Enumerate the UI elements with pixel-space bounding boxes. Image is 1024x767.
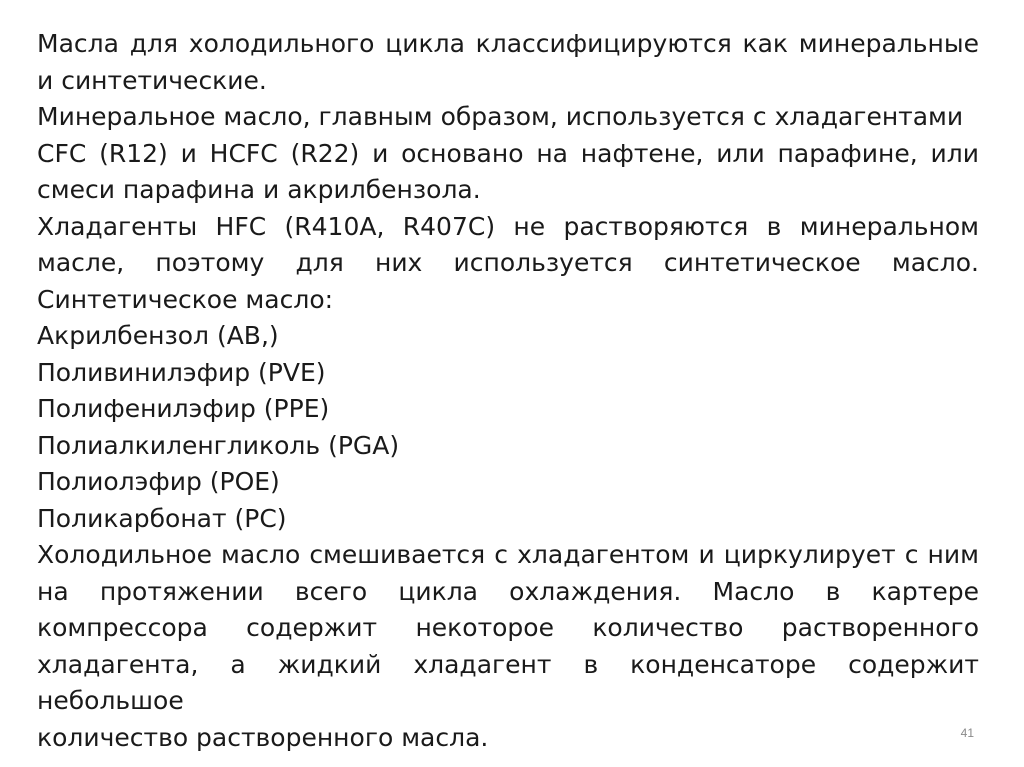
page-number: 41: [960, 726, 974, 740]
text-line: количество растворенного масла.: [37, 722, 489, 752]
text-line: компрессора содержит некоторое количество растворенного: [37, 613, 979, 642]
paragraph-hfc-refrigerants: [37, 209, 979, 319]
text-line: Минеральное масло, главным образом, используется с хладагентами: [37, 102, 964, 131]
paragraph-mineral-oil: [37, 99, 979, 209]
paragraph-oil-circulation: [37, 537, 979, 756]
text-line: CFC (R12) и HCFC (R22) и основано на нафтене, или парафине, или: [37, 138, 979, 168]
text-line: Масла для холодильного цикла классифицируются как минеральные: [37, 29, 979, 58]
list-item: Акрилбензол (AB,): [37, 321, 279, 350]
text-line: и синтетические.: [37, 65, 267, 95]
paragraph-oil-classification: [37, 26, 979, 99]
text-line: на протяжении всего цикла охлаждения. Масло в картере: [37, 576, 979, 606]
text-line: масле, поэтому для них используется синтетическое масло.: [37, 248, 979, 277]
text-line: хладагента, а жидкий хладагент в конденсаторе содержит небольшое: [37, 649, 979, 715]
text-line: Холодильное масло смешивается с хладагентом и циркулирует с ним: [37, 540, 979, 569]
text-line: Хладагенты HFC (R410A, R407C) не растворяются в минеральном: [37, 211, 979, 241]
list-item: Полиалкиленгликоль (PGA): [37, 430, 400, 460]
list-item: Поливинилэфир (PVE): [37, 357, 326, 387]
synthetic-oil-list: [37, 318, 979, 537]
list-item: Полифенилэфир (PPE): [37, 394, 330, 423]
list-item: Полиолэфир (POE): [37, 467, 280, 496]
text-line: Синтетическое масло:: [37, 284, 334, 314]
slide-body: [37, 26, 979, 756]
list-item: Поликарбонат (PC): [37, 503, 287, 533]
text-line: смеси парафина и акрилбензола.: [37, 175, 481, 204]
